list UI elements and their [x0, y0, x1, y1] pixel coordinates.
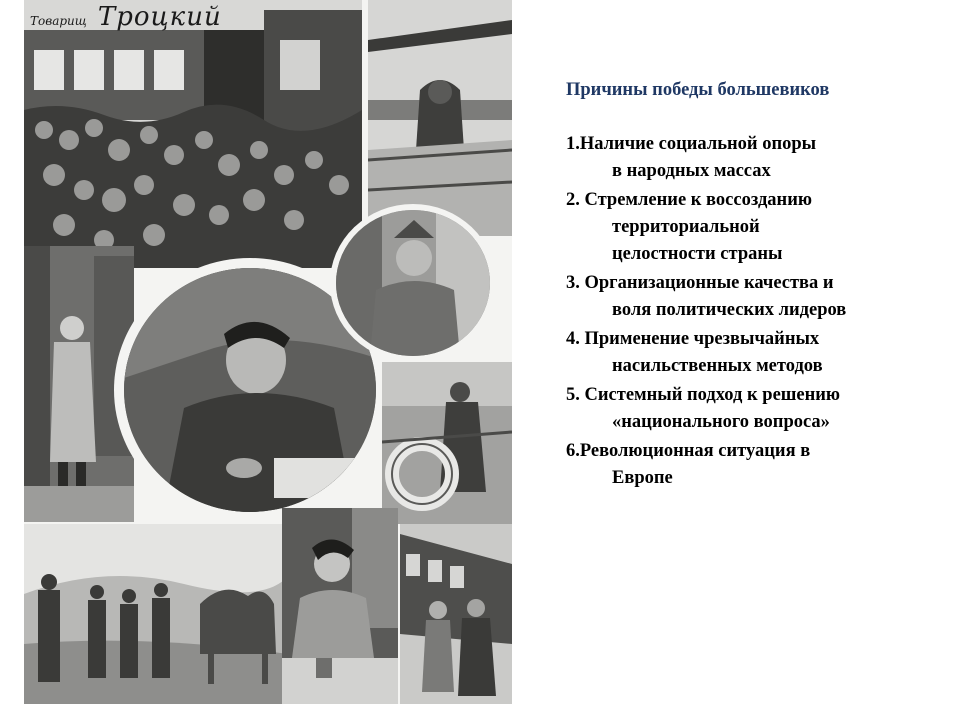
caption-word-1: Товарищ	[30, 14, 87, 28]
list-item-1-line-2: в народных массах	[612, 161, 771, 181]
photo-lifebuoy-deck	[382, 362, 512, 524]
photo-group-with-camel	[24, 524, 288, 704]
list-item-6-line-1: 6.Революционная ситуация в	[566, 441, 811, 461]
list-item-5-line-2: «национального вопроса»	[612, 412, 830, 432]
photo-ship-deck	[368, 0, 512, 236]
list-item-2	[566, 187, 946, 268]
list-item-4	[566, 326, 946, 380]
caption-word-2: Троцкий	[97, 2, 222, 32]
list-item-4-line-1: 4. Применение чрезвычайных	[566, 329, 820, 349]
slide-heading: Причины победы большевиков	[566, 80, 830, 100]
photo-men-by-train	[400, 524, 512, 704]
list-item-5	[566, 382, 946, 436]
list-item-6	[566, 438, 946, 492]
list-item-3	[566, 270, 946, 324]
list-item-2-line-3: целостности страны	[612, 244, 783, 264]
photo-portrait-circle	[330, 204, 496, 362]
list-item-3-line-1: 3. Организационные качества и	[566, 273, 834, 293]
collage-caption	[30, 2, 222, 32]
photo-collage	[24, 0, 512, 704]
list-item-1-line-1: 1.Наличие социальной опоры	[566, 134, 817, 154]
photo-woman-at-table	[282, 508, 398, 704]
photo-crowd-at-train	[24, 0, 362, 268]
list-item-6-line-2: Европе	[612, 468, 673, 488]
list-item-4-line-2: насильственных методов	[612, 356, 823, 376]
list-item-2-line-1: 2. Стремление к воссозданию	[566, 190, 813, 210]
list-item-1	[566, 131, 946, 185]
slide-text	[566, 80, 946, 494]
list-item-5-line-1: 5. Системный подход к решению	[566, 385, 841, 405]
list-item-2-line-2: территориальной	[612, 217, 760, 237]
list-item-3-line-2: воля политических лидеров	[612, 300, 847, 320]
